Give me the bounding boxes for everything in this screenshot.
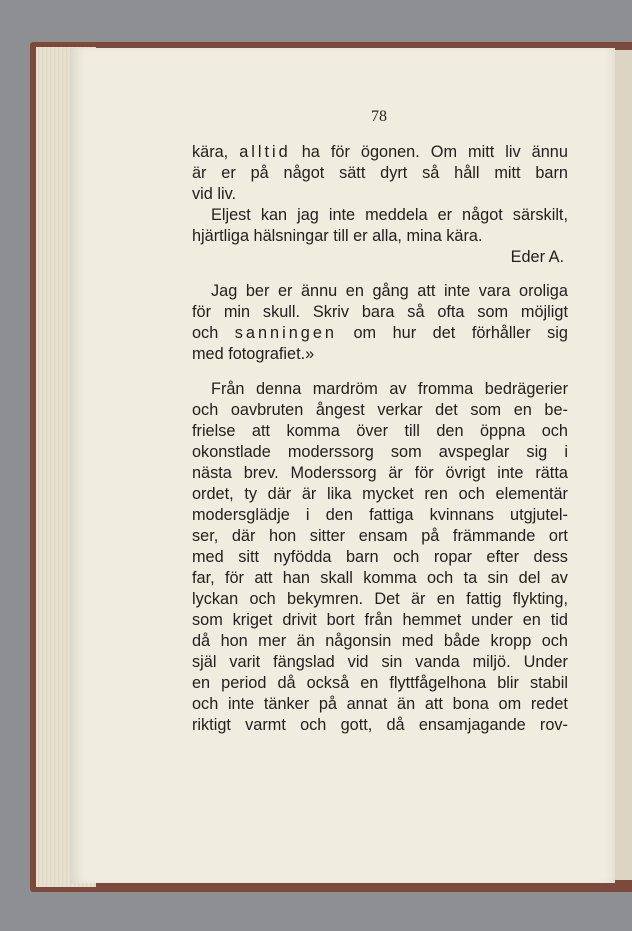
word: barn — [346, 548, 379, 566]
word: fromma — [418, 380, 474, 398]
word: för — [414, 464, 434, 482]
word: då — [386, 716, 405, 734]
word: någonsin — [325, 632, 392, 650]
word: barn — [535, 164, 568, 182]
word: att — [251, 422, 271, 440]
word: också — [306, 674, 350, 692]
text-line — [192, 463, 568, 484]
word: liv — [505, 143, 521, 161]
word: och — [541, 632, 568, 650]
word: och — [300, 716, 327, 734]
word: Moderssorg — [290, 464, 377, 482]
text-line — [192, 281, 568, 302]
word: där — [267, 485, 292, 503]
word: ofta — [437, 303, 465, 321]
page-number: 78 — [371, 108, 387, 125]
word: främmande — [452, 527, 536, 545]
word: särskilt, — [512, 206, 568, 224]
word: efter — [486, 548, 520, 566]
text-line — [192, 631, 568, 652]
word: jag — [297, 206, 319, 224]
word: ren — [424, 485, 448, 503]
word: och — [249, 590, 276, 608]
word: Skriv — [312, 303, 350, 321]
word: sig — [547, 324, 568, 342]
word: inte — [227, 695, 255, 713]
word: en — [436, 590, 455, 608]
word: fängslad — [273, 653, 335, 671]
text-line — [192, 610, 568, 631]
word: att — [424, 695, 443, 713]
word: än — [296, 632, 315, 650]
text-line — [192, 652, 568, 673]
word: varit — [229, 653, 261, 671]
text-line — [192, 379, 568, 400]
word: er — [277, 282, 293, 300]
word: på — [421, 527, 440, 545]
word: en — [522, 611, 541, 629]
word: avspeglar — [438, 443, 510, 461]
word: meddela — [365, 206, 428, 224]
word: komma — [286, 422, 340, 440]
word: Under — [523, 653, 568, 671]
word: gott, — [340, 716, 373, 734]
word: och — [192, 401, 219, 419]
word: ber — [245, 282, 270, 300]
word: då — [192, 632, 211, 650]
word: tid — [550, 611, 568, 629]
word: och — [541, 422, 568, 440]
word: moderssorg — [287, 443, 374, 461]
word: ort — [548, 527, 568, 545]
word: Jag — [211, 282, 238, 300]
word: att — [254, 569, 273, 587]
word: som — [477, 303, 509, 321]
word: modersglädje — [192, 506, 290, 524]
word: möjligt — [520, 303, 568, 321]
word: som — [470, 401, 502, 419]
word: okonstlade — [192, 443, 271, 461]
word: Från — [211, 380, 245, 398]
word: period — [221, 674, 267, 692]
word: av — [550, 569, 568, 587]
word: övrigt — [445, 464, 486, 482]
word: och — [458, 485, 485, 503]
word: er — [221, 164, 236, 182]
word: håll — [454, 164, 480, 182]
word: den — [325, 506, 353, 524]
word: alltid — [239, 143, 291, 161]
word: så — [422, 164, 440, 182]
word: kropp — [490, 632, 532, 650]
paragraph-gap — [192, 365, 568, 379]
word: kära, — [192, 143, 229, 161]
text-line — [192, 142, 568, 163]
text-line — [192, 715, 568, 736]
word: något — [462, 206, 503, 224]
word: Eder A. — [510, 248, 564, 266]
text-line — [192, 694, 568, 715]
word: hemmet — [402, 611, 462, 629]
word: oavbruten — [230, 401, 304, 419]
word: ty — [244, 485, 257, 503]
word: dyrt — [380, 164, 408, 182]
word: min — [223, 303, 251, 321]
word: hon — [269, 527, 297, 545]
word: mer — [258, 632, 287, 650]
word: med fotografiet.» — [192, 345, 315, 363]
word: utgjutel- — [510, 506, 568, 524]
word: som — [192, 611, 223, 629]
word: tänker — [263, 695, 310, 713]
text-line — [192, 344, 568, 365]
word: bara — [361, 303, 395, 321]
word: för — [224, 569, 244, 587]
word: bona — [452, 695, 489, 713]
word: över — [356, 422, 389, 440]
word: ensamjagande — [418, 716, 526, 734]
word: Eljest — [211, 206, 251, 224]
word: det — [435, 401, 458, 419]
word: far, — [192, 569, 215, 587]
text-line — [192, 442, 568, 463]
word: en — [513, 401, 532, 419]
word: ännu — [300, 282, 338, 300]
word: att — [417, 282, 436, 300]
word: ser, — [192, 527, 219, 545]
word: om — [498, 695, 522, 713]
word: verkar — [377, 401, 423, 419]
paragraph-gap — [192, 268, 568, 281]
word: oroliga — [519, 282, 568, 300]
word: den — [436, 422, 464, 440]
word: rätta — [535, 464, 568, 482]
word: vid — [347, 653, 369, 671]
word: det — [432, 324, 456, 342]
word: riktigt — [192, 716, 231, 734]
word: han — [282, 569, 310, 587]
word: sitt — [238, 548, 260, 566]
text-line — [192, 323, 568, 344]
word: med — [192, 548, 224, 566]
word: och — [393, 548, 420, 566]
word: mycket — [362, 485, 414, 503]
text-line — [192, 673, 568, 694]
word: drivit — [282, 611, 317, 629]
word: hjärtliga hälsningar till er alla, mina kära. — [192, 227, 483, 245]
word: fattiga — [369, 506, 414, 524]
word: en — [360, 674, 379, 692]
word: sätt — [339, 164, 366, 182]
word: är — [388, 464, 403, 482]
text-line — [192, 184, 568, 205]
text-line — [192, 421, 568, 442]
word: bedrägerier — [484, 380, 568, 398]
text-line — [192, 589, 568, 610]
word: på — [250, 164, 269, 182]
word: ordet, — [192, 485, 234, 503]
word: redet — [530, 695, 568, 713]
word: sin — [381, 653, 403, 671]
text-line — [192, 526, 568, 547]
word: del — [518, 569, 541, 587]
word: sig — [526, 443, 548, 461]
word: rov- — [539, 716, 568, 734]
word: dess — [533, 548, 568, 566]
signature-line — [192, 247, 568, 268]
text-line — [192, 302, 568, 323]
word: är — [192, 164, 207, 182]
body-text — [192, 142, 568, 736]
word: hon — [220, 632, 248, 650]
word: be- — [544, 401, 568, 419]
word: elementär — [495, 485, 568, 503]
word: i — [564, 443, 568, 461]
word: kvinnans — [429, 506, 494, 524]
word: och — [426, 569, 454, 587]
word: denna — [255, 380, 302, 398]
word: er — [437, 206, 453, 224]
word: flyttfågelhona — [389, 674, 487, 692]
word: sitter — [309, 527, 346, 545]
word: en — [192, 674, 211, 692]
word: från — [364, 611, 393, 629]
text-line — [192, 205, 568, 226]
word: skull. — [262, 303, 301, 321]
word: är — [410, 590, 426, 608]
word: så — [407, 303, 425, 321]
word: där — [231, 527, 256, 545]
text-line — [192, 400, 568, 421]
word: gång — [372, 282, 409, 300]
word: sanningen — [234, 324, 337, 342]
word: kan — [260, 206, 288, 224]
word: mitt — [494, 164, 521, 182]
word: förhåller — [471, 324, 531, 342]
word: vanda — [415, 653, 460, 671]
word: under — [471, 611, 513, 629]
word: med — [401, 632, 434, 650]
word: ensam — [358, 527, 408, 545]
word: är — [301, 485, 317, 503]
word: inte — [443, 282, 471, 300]
word: ha — [301, 143, 320, 161]
word: då — [277, 674, 296, 692]
word: i — [305, 506, 310, 524]
word: miljö. — [472, 653, 511, 671]
text-line — [192, 226, 568, 247]
word: sin — [487, 569, 509, 587]
word: på — [318, 695, 337, 713]
word: om — [353, 324, 377, 342]
word: av — [389, 380, 407, 398]
word: nästa — [192, 464, 232, 482]
word: för — [330, 143, 350, 161]
word: blir — [497, 674, 519, 692]
word: mitt — [468, 143, 495, 161]
word: och — [192, 324, 219, 342]
word: stabil — [529, 674, 568, 692]
word: både — [443, 632, 481, 650]
word: ropar — [433, 548, 472, 566]
word: lika — [327, 485, 352, 503]
word: vara — [478, 282, 511, 300]
word: vid liv. — [192, 185, 237, 203]
word: hur — [392, 324, 417, 342]
text-line — [192, 568, 568, 589]
word: kriget — [232, 611, 273, 629]
word: som — [390, 443, 422, 461]
word: ångest — [315, 401, 365, 419]
word: en — [345, 282, 364, 300]
word: inte — [328, 206, 356, 224]
word: komma — [363, 569, 417, 587]
word: brev. — [243, 464, 279, 482]
text-line — [192, 505, 568, 526]
word: flykting, — [512, 590, 568, 608]
text-line — [192, 163, 568, 184]
word: mardröm — [312, 380, 378, 398]
word: något — [283, 164, 325, 182]
word: annat — [346, 695, 388, 713]
text-line — [192, 547, 568, 568]
word: bort — [326, 611, 355, 629]
word: öppna — [479, 422, 526, 440]
word: frielse — [192, 422, 236, 440]
word: själ — [192, 653, 217, 671]
word: skall — [320, 569, 353, 587]
word: ännu — [531, 143, 568, 161]
word: Det — [374, 590, 400, 608]
word: ögonen. — [360, 143, 420, 161]
word: till — [404, 422, 420, 440]
word: bekymren. — [287, 590, 364, 608]
word: än — [397, 695, 416, 713]
word: ta — [463, 569, 478, 587]
word: och — [192, 695, 219, 713]
word: Om — [430, 143, 458, 161]
word: fattig — [466, 590, 502, 608]
word: varmt — [245, 716, 286, 734]
word: nyfödda — [273, 548, 332, 566]
text-line — [192, 484, 568, 505]
word: lyckan — [192, 590, 239, 608]
word: för — [192, 303, 212, 321]
word: inte — [497, 464, 524, 482]
